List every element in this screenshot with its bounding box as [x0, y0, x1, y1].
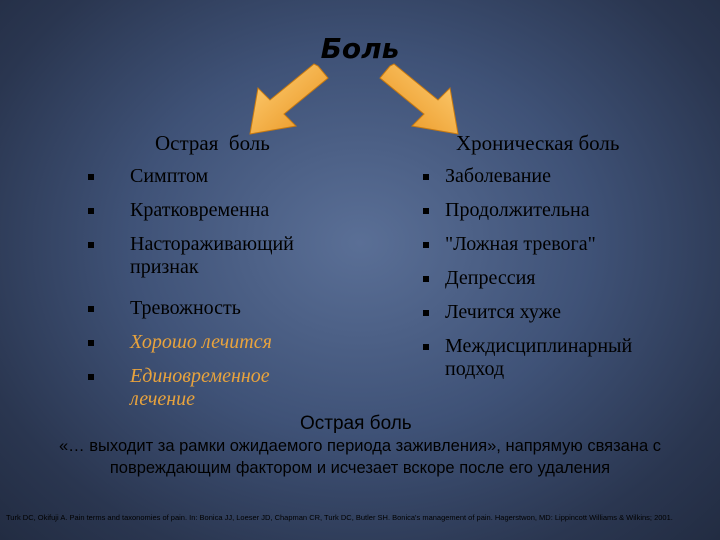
square-bullet-icon	[88, 242, 94, 248]
square-bullet-icon	[88, 208, 94, 214]
acute-item-text: Тревожность	[130, 297, 241, 319]
square-bullet-icon	[423, 310, 429, 316]
definition-heading: Острая боль	[300, 413, 412, 434]
chronic-item-text: Заболевание	[445, 165, 552, 187]
chronic-item-text: Продолжительна	[445, 199, 590, 221]
list-item	[445, 330, 705, 386]
arrow-down-left-icon	[240, 58, 330, 138]
acute-heading: Острая боль	[155, 131, 270, 155]
square-bullet-icon	[88, 306, 94, 312]
list-item	[445, 228, 705, 262]
list-item	[130, 360, 360, 416]
chronic-item-text: Депрессия	[445, 267, 536, 289]
slide-title: Боль	[320, 32, 400, 65]
square-bullet-icon	[88, 174, 94, 180]
reference-citation: Turk DC, Okifuji A. Pain terms and taxonomies of pain. In: Bonica JJ, Loeser JD, Chapman CR, Turk DC, Butler SH. Bonica's management of pain. Hagerstwon, MD: Lippincott Williams & Wilkins; 2001.	[6, 513, 673, 522]
list-item	[445, 194, 705, 228]
square-bullet-icon	[423, 344, 429, 350]
chronic-list	[445, 160, 705, 386]
list-item	[445, 160, 705, 194]
arrow-down-right-icon	[378, 58, 468, 138]
square-bullet-icon	[423, 242, 429, 248]
list-item	[130, 194, 360, 228]
list-item	[130, 228, 360, 292]
list-item	[130, 160, 360, 194]
acute-item-text: Настораживающий признак	[130, 233, 294, 278]
list-item	[445, 262, 705, 296]
square-bullet-icon	[423, 174, 429, 180]
acute-list	[130, 160, 360, 416]
acute-item-text: Единовременное лечение	[130, 365, 270, 410]
acute-item-text: Кратковременна	[130, 199, 270, 221]
list-item	[130, 326, 360, 360]
square-bullet-icon	[423, 276, 429, 282]
square-bullet-icon	[423, 208, 429, 214]
acute-item-text: Хорошо лечится	[130, 331, 272, 353]
definition-quote: «… выходит за рамки ожидаемого периода заживления», напрямую связана с повреждающим фактором и исчезает вскоре после его удаления	[59, 437, 661, 477]
chronic-item-text: "Ложная тревога"	[445, 233, 596, 255]
chronic-item-text: Междисциплинарный подход	[445, 335, 633, 380]
list-item	[445, 296, 705, 330]
square-bullet-icon	[88, 374, 94, 380]
chronic-item-text: Лечится хуже	[445, 301, 562, 323]
square-bullet-icon	[88, 340, 94, 346]
chronic-heading: Хроническая боль	[456, 131, 620, 155]
acute-item-text: Симптом	[130, 165, 209, 187]
list-item	[130, 292, 360, 326]
